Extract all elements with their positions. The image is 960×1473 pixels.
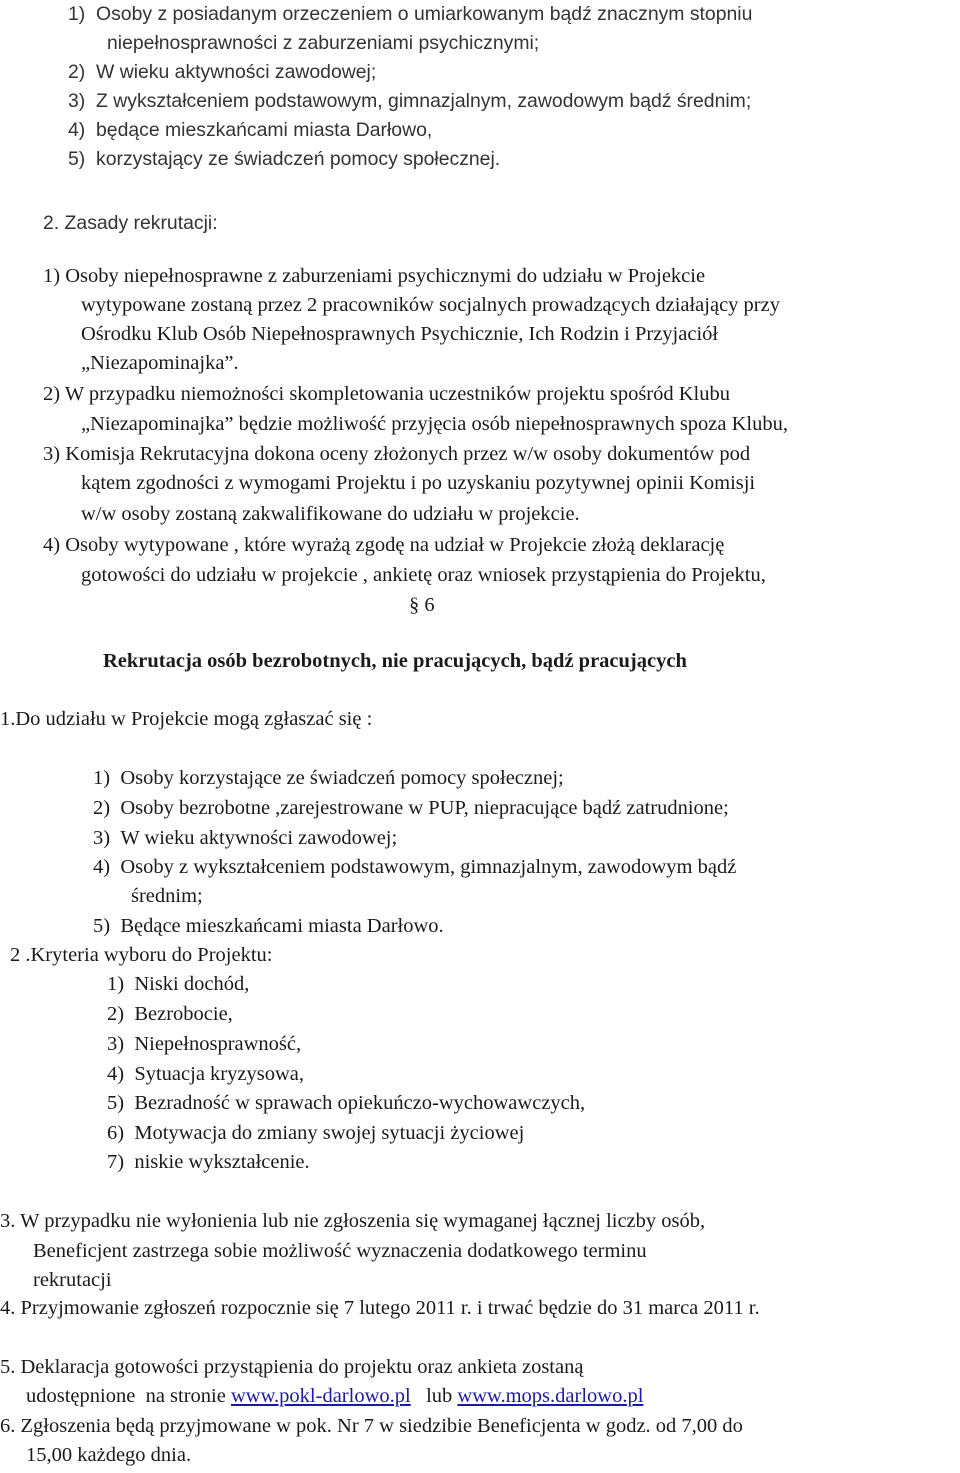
list-item: 4) Osoby z wykształceniem podstawowym, gimnazjalnym, zawodowym bądź [93,856,737,878]
rule-item-continuation: kątem zgodności z wymogami Projektu i po uzyskaniu pozytywnej opinii Komisji [81,472,756,494]
list-item: 3) W wieku aktywności zawodowej; [93,827,398,849]
paragraph-mark: § 6 [409,594,435,616]
eligibility-intro: 1.Do udziału w Projekcie mogą zgłaszać się : [0,708,373,730]
rule-item-continuation: gotowości do udziału w projekcie , ankietę oraz wniosek przystąpienia do Projektu, [81,564,766,586]
rule-item-continuation: „Niezapominajka”. [81,352,239,374]
section-title: Rekrutacja osób bezrobotnych, nie pracujących, bądź pracujących [103,650,687,672]
list-item: 5) Będące mieszkańcami miasta Darłowo. [93,915,444,937]
point-5-prefix: udostępnione na stronie [26,1385,231,1407]
list-item: 7) niskie wykształcenie. [107,1151,310,1173]
rule-item: 3) Komisja Rekrutacyjna dokona oceny złożonych przez w/w osoby dokumentów pod [43,443,751,465]
list-item: 4) będące mieszkańcami miasta Darłowo, [68,119,433,141]
point-5: 5. Deklaracja gotowości przystąpienia do projektu oraz ankieta zostaną [0,1356,584,1378]
list-item: 1) Osoby korzystające ze świadczeń pomocy społecznej; [93,767,564,789]
list-item: 3) Z wykształceniem podstawowym, gimnazjalnym, zawodowym bądź średnim; [68,90,752,112]
list-item: 2) W wieku aktywności zawodowej; [68,61,377,83]
rule-item: 1) Osoby niepełnosprawne z zaburzeniami psychicznymi do udziału w Projekcie [43,265,706,287]
list-item: 4) Sytuacja kryzysowa, [107,1063,304,1085]
link-separator: lub [410,1385,458,1407]
link-pokl-darlowo[interactable]: www.pokl-darlowo.pl [230,1385,411,1407]
point-6-continuation: 15,00 każdego dnia. [26,1444,192,1466]
section-heading: 2. Zasady rekrutacji: [43,212,218,234]
point-5-continuation [26,1382,643,1411]
point-4: 4. Przyjmowanie zgłoszeń rozpocznie się 7 lutego 2011 r. i trwać będzie do 31 marca 2011 r. [0,1297,760,1319]
point-3-continuation: rekrutacji [33,1269,112,1291]
list-item-continuation: niepełnosprawności z zaburzeniami psychicznymi; [107,32,540,54]
rule-item: 2) W przypadku niemożności skompletowania uczestników projektu spośród Klubu [43,383,731,405]
list-item: 2) Bezrobocie, [107,1003,233,1025]
point-3-continuation: Beneficjent zastrzega sobie możliwość wyznaczenia dodatkowego terminu [33,1240,647,1262]
list-item: 1) Niski dochód, [107,973,250,995]
criteria-heading: 2 .Kryteria wyboru do Projektu: [10,944,273,966]
link-mops-darlowo[interactable]: www.mops.darlowo.pl [457,1385,644,1407]
list-item: 2) Osoby bezrobotne ,zarejestrowane w PUP, niepracujące bądź zatrudnione; [93,797,729,819]
rule-item: 4) Osoby wytypowane , które wyrażą zgodę na udział w Projekcie złożą deklarację [43,534,725,556]
rule-item-continuation: Ośrodku Klub Osób Niepełnosprawnych Psychicznie, Ich Rodzin i Przyjaciół [81,323,719,345]
rule-item-continuation: „Niezapominajka” będzie możliwość przyjęcia osób niepełnosprawnych spoza Klubu, [81,413,788,435]
list-item-continuation: średnim; [131,885,203,907]
rule-item-continuation: w/w osoby zostaną zakwalifikowane do udziału w projekcie. [81,503,580,525]
list-item: 1) Osoby z posiadanym orzeczeniem o umiarkowanym bądź znacznym stopniu [68,3,753,25]
point-6: 6. Zgłoszenia będą przyjmowane w pok. Nr 7 w siedzibie Beneficjenta w godz. od 7,00 do [0,1415,743,1437]
rule-item-continuation: wytypowane zostaną przez 2 pracowników socjalnych prowadzących działający przy [81,294,780,316]
list-item: 6) Motywacja do zmiany swojej sytuacji życiowej [107,1122,525,1144]
list-item: 3) Niepełnosprawność, [107,1033,302,1055]
point-3: 3. W przypadku nie wyłonienia lub nie zgłoszenia się wymaganej łącznej liczby osób, [0,1210,706,1232]
list-item: 5) korzystający ze świadczeń pomocy społecznej. [68,148,501,170]
list-item: 5) Bezradność w sprawach opiekuńczo-wychowawczych, [107,1092,586,1114]
